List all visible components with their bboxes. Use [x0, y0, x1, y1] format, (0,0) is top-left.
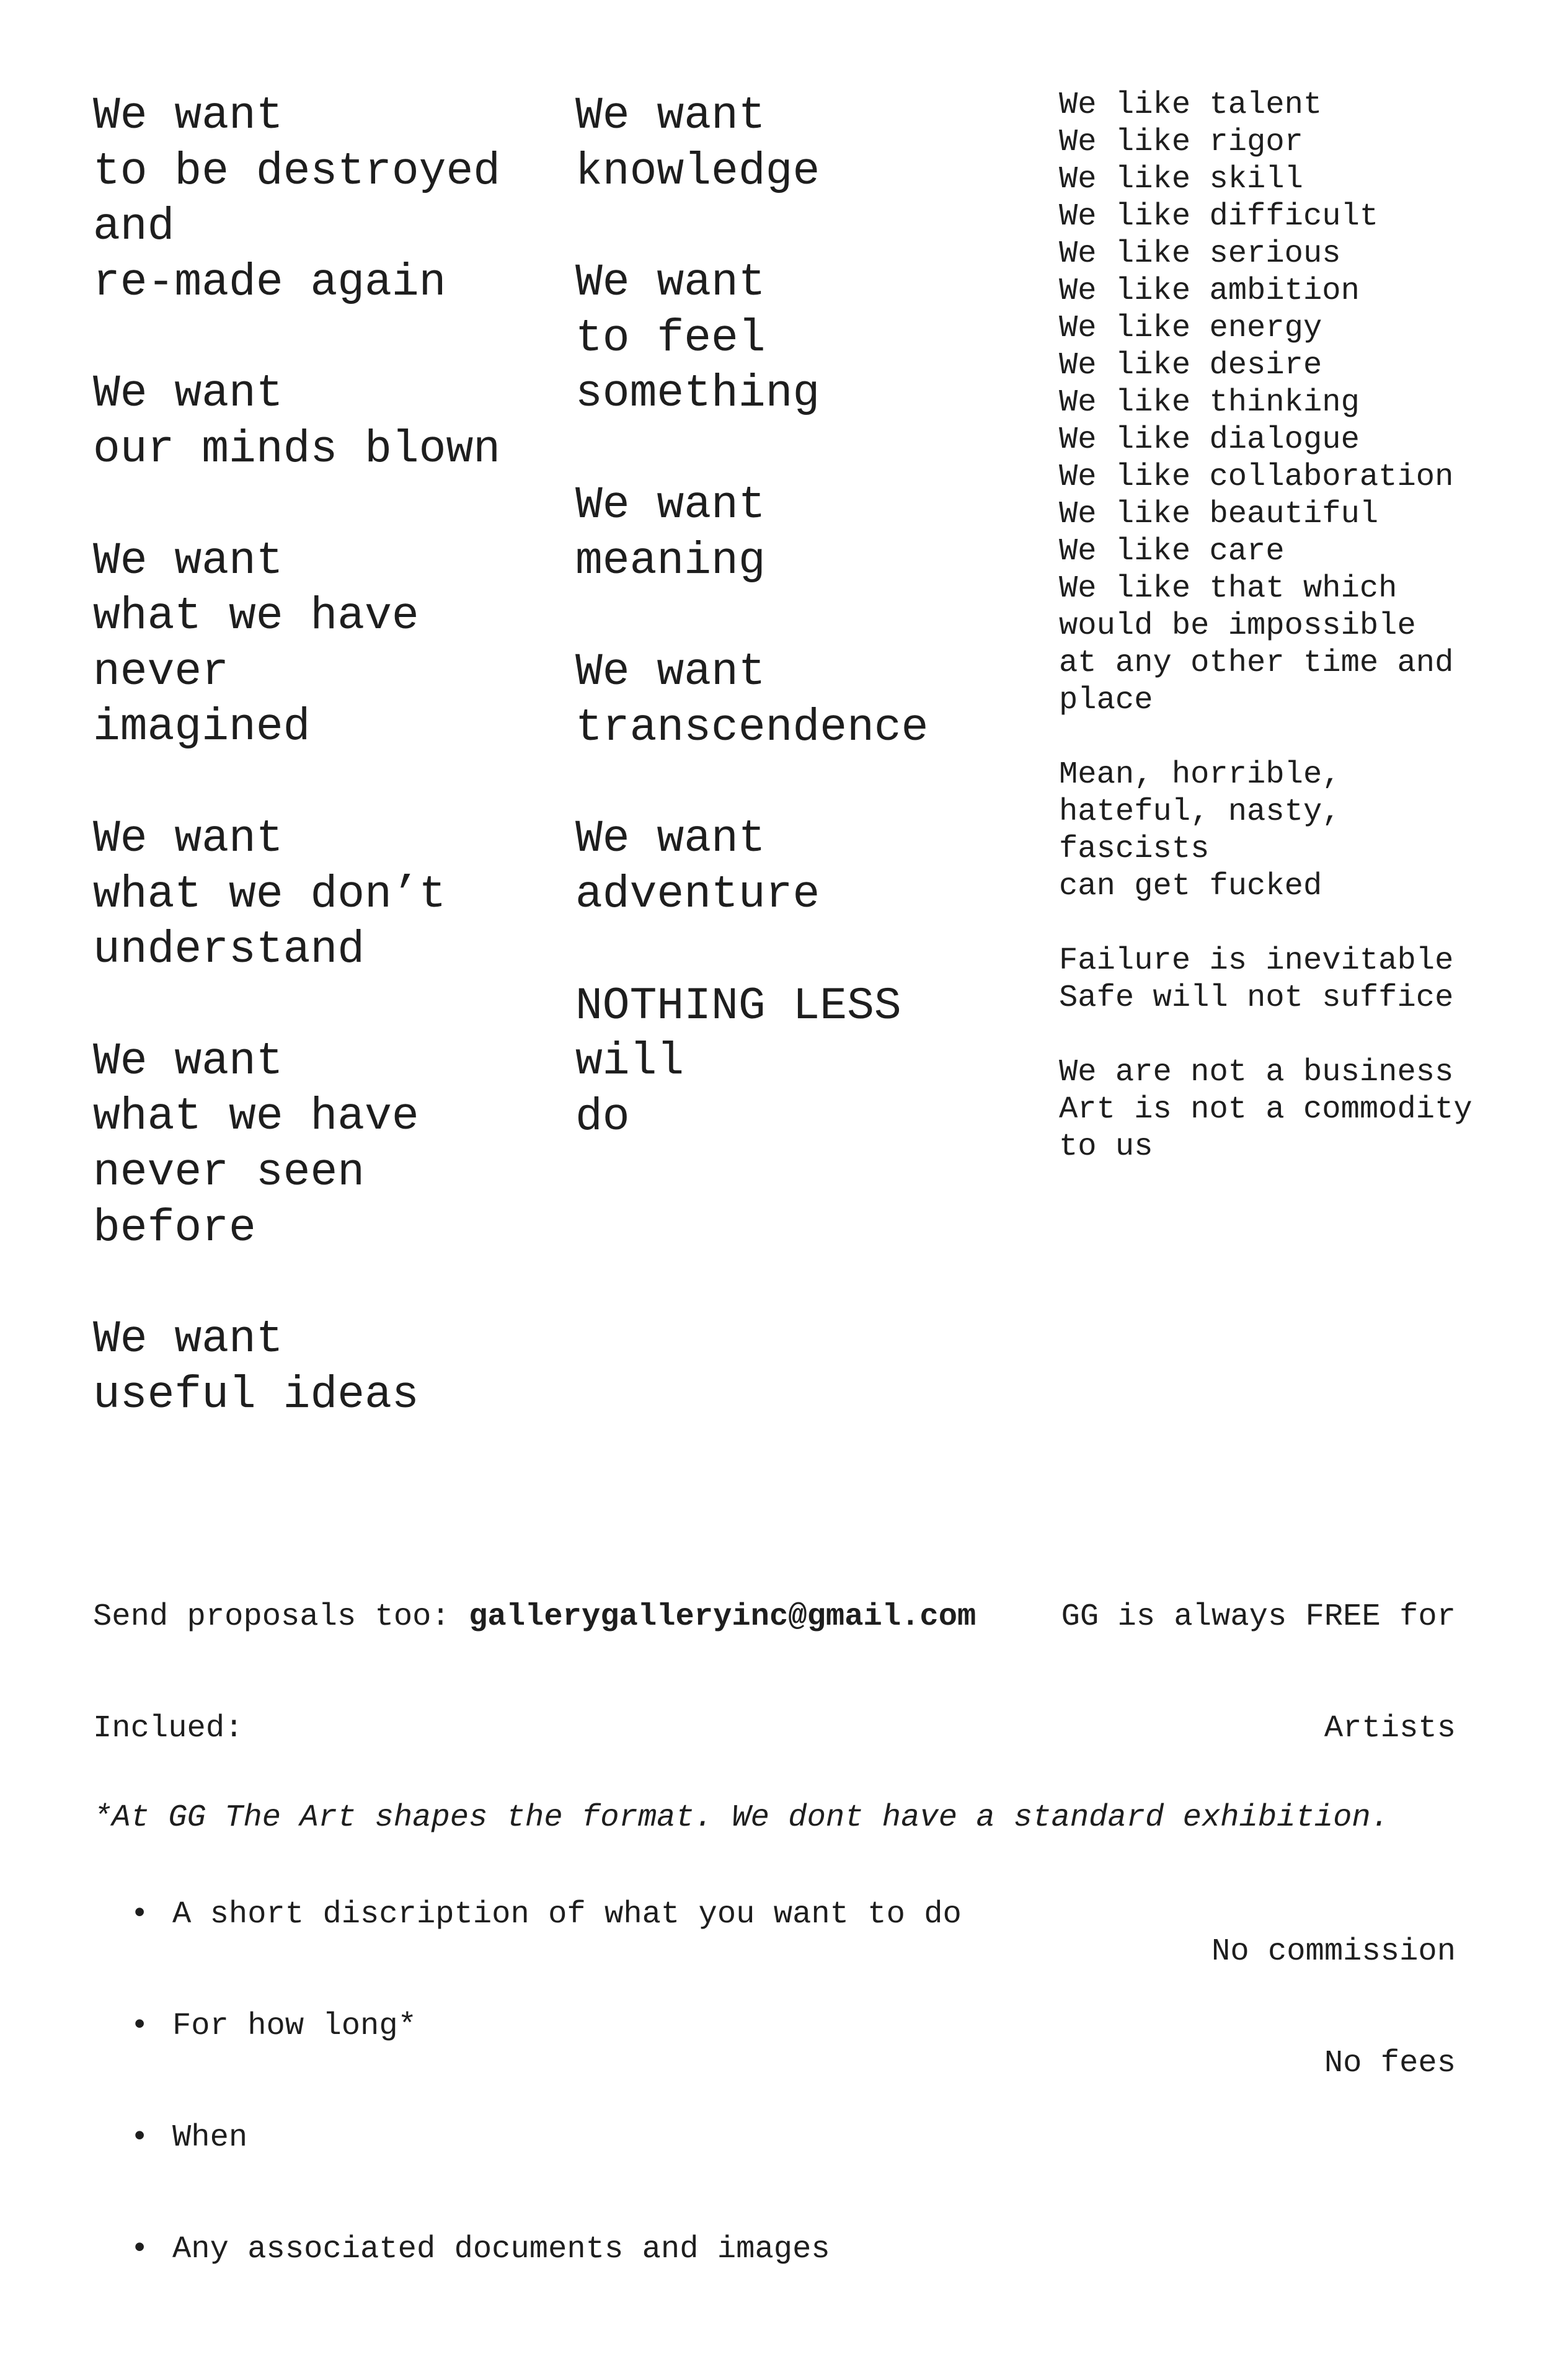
proposal-line: [93, 1599, 1023, 1636]
email-link[interactable]: gallerygalleryinc@gmail.com: [469, 1599, 976, 1635]
manifesto-stanza: We want to feel something: [575, 257, 820, 420]
manifesto-stanza: NOTHING LESS will do: [575, 980, 901, 1143]
failure-stanza: Failure is inevitable Safe will not suffice: [1059, 943, 1454, 1016]
manifesto-stanza: We want adventure: [575, 813, 820, 920]
list-item-text: When: [172, 2120, 248, 2156]
bullet-icon: •: [130, 1897, 149, 1932]
no-commission: No commission: [1211, 1934, 1456, 1969]
requirements-list: [93, 1822, 1023, 2343]
list-item: [93, 2231, 1023, 2268]
manifesto-stanza: We want what we don’t understand: [93, 812, 446, 976]
manifesto-stanza: We want what we have never imagined: [93, 535, 419, 753]
manifesto-column-3: [1059, 87, 1530, 1203]
manifesto-column-2: [575, 88, 1034, 1201]
manifesto-stanza: We want what we have never seen before: [93, 1035, 419, 1254]
manifesto-stanza: We want to be destroyed and re-made again: [93, 90, 501, 308]
manifesto-stanza: We want knowledge: [575, 90, 820, 197]
list-item: [93, 1896, 1023, 1934]
manifesto-stanza: We want our minds blown: [93, 368, 501, 475]
no-fees: No fees: [1324, 2046, 1456, 2081]
list-item-text: Any associated documents and images: [172, 2232, 830, 2267]
proposal-instructions: [93, 1524, 1023, 2380]
free-line-1: GG is always FREE for: [1061, 1599, 1456, 1635]
bullet-icon: •: [130, 2009, 149, 2044]
manifesto-stanza: We want useful ideas: [93, 1313, 419, 1421]
include-label: Inclued:: [93, 1711, 244, 1746]
footnote: *At GG The Art shapes the format. We dont have a standard exhibition.: [93, 1800, 1390, 1836]
manifesto-stanza: We want meaning: [575, 479, 766, 587]
fascists-stanza: Mean, horrible, hateful, nasty, fascists can get fucked: [1059, 757, 1341, 904]
list-item: [93, 2120, 1023, 2157]
likes-list: We like talent We like rigor We like skill We like difficult We like serious We like ambition We like energy We like desire We like thinking We like dialogue We like collaboration We like beautiful We like care We like that which would be impossible at any other time and place: [1059, 87, 1454, 718]
manifesto-stanza: We want transcendence: [575, 646, 929, 753]
list-item-text: For how long*: [172, 2009, 417, 2044]
bullet-icon: •: [130, 2232, 149, 2267]
bullet-icon: •: [130, 2120, 149, 2156]
business-stanza: We are not a business Art is not a commodity to us: [1059, 1055, 1472, 1165]
list-item: [93, 2008, 1023, 2045]
free-line-2: Artists: [1324, 1711, 1456, 1746]
list-item-text: A short discription of what you want to do: [172, 1897, 962, 1932]
proposal-prefix: Send proposals too:: [93, 1599, 469, 1635]
manifesto-column-1: [93, 88, 564, 1478]
